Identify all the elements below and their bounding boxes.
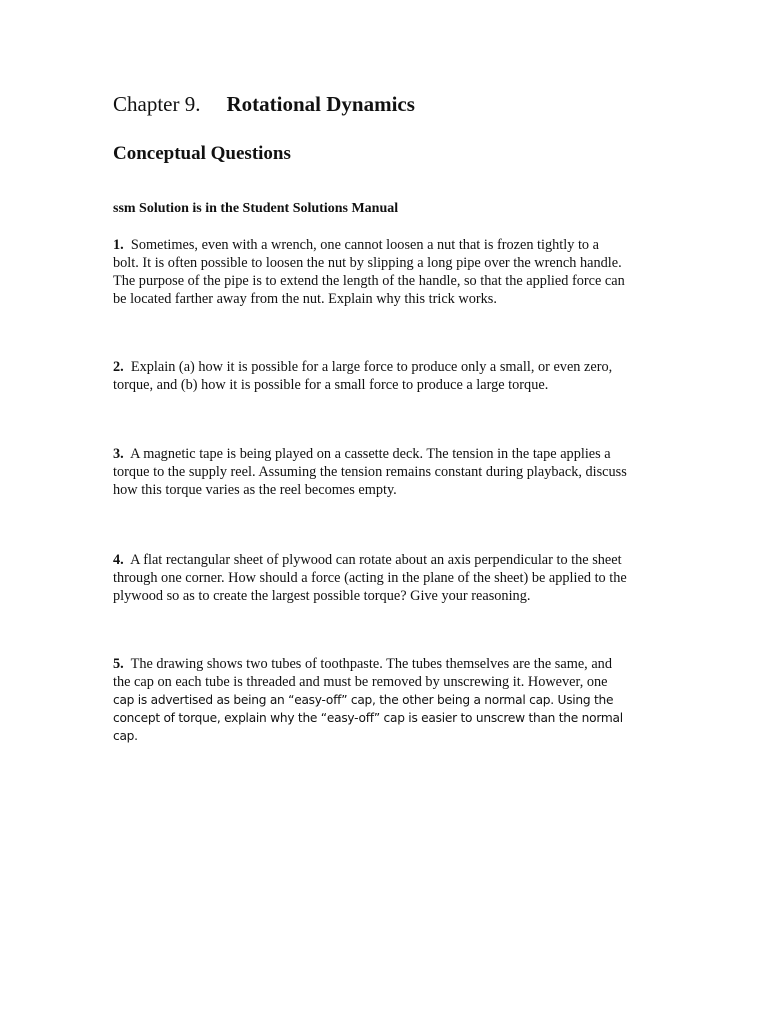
- ssm-note: ssm Solution is in the Student Solutions Manual: [113, 201, 399, 216]
- question-line: through one corner. How should a force (acting in the plane of the sheet) be applied to the: [113, 570, 627, 586]
- question-line: torque, and (b) how it is possible for a small force to produce a large torque.: [113, 377, 549, 393]
- question-line: cap.: [113, 729, 138, 743]
- question-line: 1. Sometimes, even with a wrench, one cannot loosen a nut that is frozen tightly to a: [113, 237, 599, 253]
- chapter-number: Chapter 9.: [113, 92, 201, 116]
- question-line: 4. A flat rectangular sheet of plywood can rotate about an axis perpendicular to the sheet: [113, 552, 622, 568]
- chapter-title: Rotational Dynamics: [226, 92, 415, 116]
- question-line: how this torque varies as the reel becomes empty.: [113, 482, 397, 498]
- question-2: [113, 358, 661, 394]
- question-line: concept of torque, explain why the “easy-off” cap is easier to unscrew than the normal: [113, 711, 623, 725]
- question-3: [113, 445, 661, 499]
- question-1: [113, 236, 661, 308]
- question-line: The purpose of the pipe is to extend the length of the handle, so that the applied force can: [113, 273, 625, 289]
- question-4: [113, 551, 661, 605]
- question-5: [113, 655, 661, 745]
- question-number: 4.: [113, 552, 124, 568]
- question-number: 2.: [113, 359, 124, 375]
- question-line: cap is advertised as being an “easy-off” cap, the other being a normal cap. Using the: [113, 693, 614, 707]
- question-line: 2. Explain (a) how it is possible for a large force to produce only a small, or even zero,: [113, 359, 613, 375]
- question-number: 5.: [113, 656, 124, 672]
- question-line: the cap on each tube is threaded and must be removed by unscrewing it. However, one: [113, 674, 608, 690]
- question-line: plywood so as to create the largest possible torque? Give your reasoning.: [113, 588, 531, 604]
- chapter-heading: [113, 92, 415, 117]
- question-line: bolt. It is often possible to loosen the nut by slipping a long pipe over the wrench handle.: [113, 255, 622, 271]
- question-line: 3. A magnetic tape is being played on a cassette deck. The tension in the tape applies a: [113, 446, 611, 462]
- question-line: be located farther away from the nut. Explain why this trick works.: [113, 291, 497, 307]
- section-title: Conceptual Questions: [113, 143, 291, 164]
- question-line: 5. The drawing shows two tubes of toothpaste. The tubes themselves are the same, and: [113, 656, 612, 672]
- question-line: torque to the supply reel. Assuming the tension remains constant during playback, discuss: [113, 464, 627, 480]
- question-number: 1.: [113, 237, 124, 253]
- question-number: 3.: [113, 446, 124, 462]
